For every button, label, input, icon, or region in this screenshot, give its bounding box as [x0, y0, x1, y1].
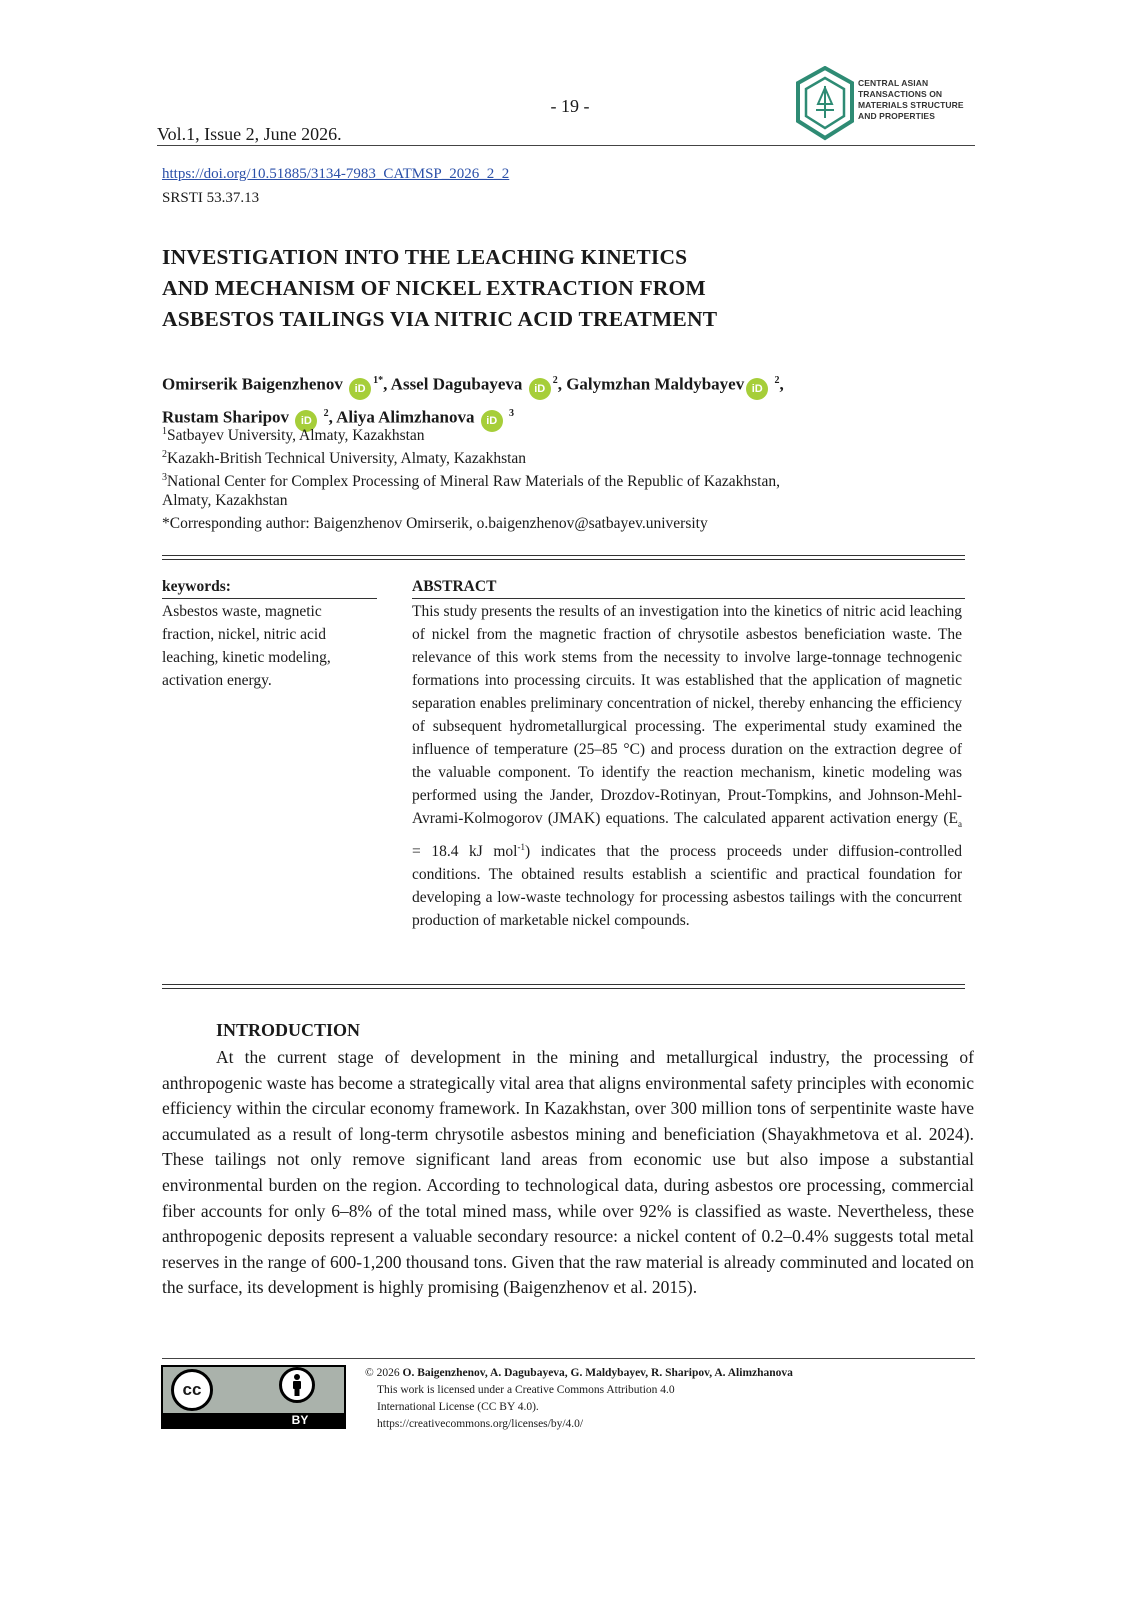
affiliation-3: $^3$National Center for Complex Processing of Mineral Raw Materials of the Republic of Kazakhstan, [162, 472, 780, 491]
orcid-icon[interactable]: iD [529, 378, 551, 400]
license-text: © 2026 O. Baigenzhenov, A. Dagubayeva, G. Maldybayev, R. Sharipov, A. Alimzhanova This work is licensed under a Creative Commons Attribution 4.0 International License (CC BY 4.0). https://creativecommons.org/licenses/by/4.0/ [365, 1365, 793, 1433]
keywords-rule [162, 598, 377, 599]
author-name: Galymzhan Maldybayev [566, 374, 745, 394]
cc-by-badge[interactable] [161, 1365, 346, 1429]
license-link[interactable]: https://creativecommons.org/licenses/by/4.0/ [377, 1418, 584, 1430]
cc-icon: cc [171, 1369, 213, 1411]
abstract-rule [412, 598, 965, 599]
page-number: - 19 - [550, 96, 590, 116]
journal-logo-text: CENTRAL ASIAN TRANSACTIONS ON MATERIALS STRUCTURE AND PROPERTIES [858, 78, 964, 121]
author-list: Omirserik Baigenzhenov $iD^{1*}$, Assel Dagubayeva $iD^2$, Galymzhan Maldybayev iD $^2$, Rustam Sharipov iD $^2$, Aliya Alimzhanova iD $^3$ [162, 367, 982, 432]
orcid-icon[interactable]: iD [481, 410, 503, 432]
keywords-text: Asbestos waste, magnetic fraction, nickel, nitric acid leaching, kinetic modeling, activation energy. [162, 603, 331, 689]
author-name: Omirserik Baigenzhenov [162, 374, 343, 394]
volume-info: Vol.1, Issue 2, June 2026. [157, 124, 342, 144]
affiliation-1: $^1$Satbayev University, Almaty, Kazakhstan [162, 426, 425, 445]
orcid-icon[interactable]: iD [295, 410, 317, 432]
affiliation-3-continued: Almaty, Kazakhstan [162, 492, 288, 509]
copyright-authors: O. Baigenzhenov, A. Dagubayeva, G. Maldybayev, R. Sharipov, A. Alimzhanova [402, 1367, 793, 1379]
keywords-heading: keywords: [162, 578, 231, 595]
attribution-person-icon [279, 1367, 315, 1403]
journal-logo-icon [794, 66, 856, 142]
by-label: BY [291, 1413, 309, 1427]
introduction-heading: INTRODUCTION [216, 1020, 361, 1040]
author-name: Assel Dagubayeva [390, 374, 523, 394]
doi-link[interactable]: https://doi.org/10.51885/3134-7983_CATMSP_2026_2_2 [162, 166, 510, 182]
header-divider [157, 145, 975, 146]
abstract-bottom-rule [162, 984, 965, 989]
abstract-heading: ABSTRACT [412, 578, 497, 595]
author-name: Rustam Sharipov [162, 407, 290, 427]
abstract-text: This study presents the results of an investigation into the kinetics of nitric acid leaching of nickel from the magnetic fraction of chrysotile asbestos beneficiation waste. The relevance of this work stems from the necessity to involve large-tonnage technogenic formations into processing circuits. It was established that the application of magnetic separation enables preliminary concentration of nickel, thereby enhancing the efficiency of subsequent hydrometallurgical processing. The experimental study examined the influence of temperature (25–85 °C) and process duration on the extraction degree of the valuable component. To identify the reaction mechanism, kinetic modeling was performed using the Jander, Drozdov-Rotinyan, Prout-Tompkins, and Johnson-Mehl-Avrami-Kolmogorov (JMAK) equations. The calculated apparent activation energy ($E_a = 18.4$ kJ mol$^{-1}$) indicates that the process proceeds under diffusion-controlled conditions. The obtained results establish a scientific and practical foundation for developing a low-waste technology for processing asbestos tailings with the concurrent production of marketable nickel compounds. [412, 603, 963, 930]
affiliation-2: $^2$Kazakh-British Technical University, Almaty, Kazakhstan [162, 449, 527, 468]
abstract-top-rule [162, 555, 965, 560]
corresponding-author: *Corresponding author: Baigenzhenov Omirserik, o.baigenzhenov@satbayev.university [162, 515, 708, 532]
article-title: INVESTIGATION INTO THE LEACHING KINETICS AND MECHANISM OF NICKEL EXTRACTION FROM ASBESTOS TAILINGS VIA NITRIC ACID TREATMENT [162, 245, 718, 331]
footer-divider [162, 1358, 975, 1359]
introduction-text: At the current stage of development in the mining and metallurgical industry, the processing of anthropogenic waste has become a strategically vital area that aligns environmental safety principles with economic efficiency within the circular economy framework. In Kazakhstan, over 300 million tons of serpentinite waste have accumulated as a result of long-term chrysotile asbestos mining and beneficiation (Shayakhmetova et al. 2024). These tailings not only remove significant land areas from economic use but also impose a substantial environmental burden on the region. According to technological data, during asbestos ore processing, commercial fiber accounts for only 6–8% of the total mined mass, while over 92% is classified as waste. Nevertheless, these anthropogenic deposits represent a valuable secondary resource: a nickel content of 0.2–0.4% suggests total metal reserves in the range of 600-1,200 thousand tons. Given that the raw material is already comminuted and located on the surface, its development is highly promising (Baigenzhenov et al. 2015). [162, 1047, 974, 1298]
srsti-code: SRSTI 53.37.13 [162, 190, 260, 206]
orcid-icon[interactable]: iD [746, 378, 768, 400]
orcid-icon[interactable]: iD [349, 378, 371, 400]
journal-logo [794, 66, 974, 142]
author-name: Aliya Alimzhanova [336, 407, 475, 427]
